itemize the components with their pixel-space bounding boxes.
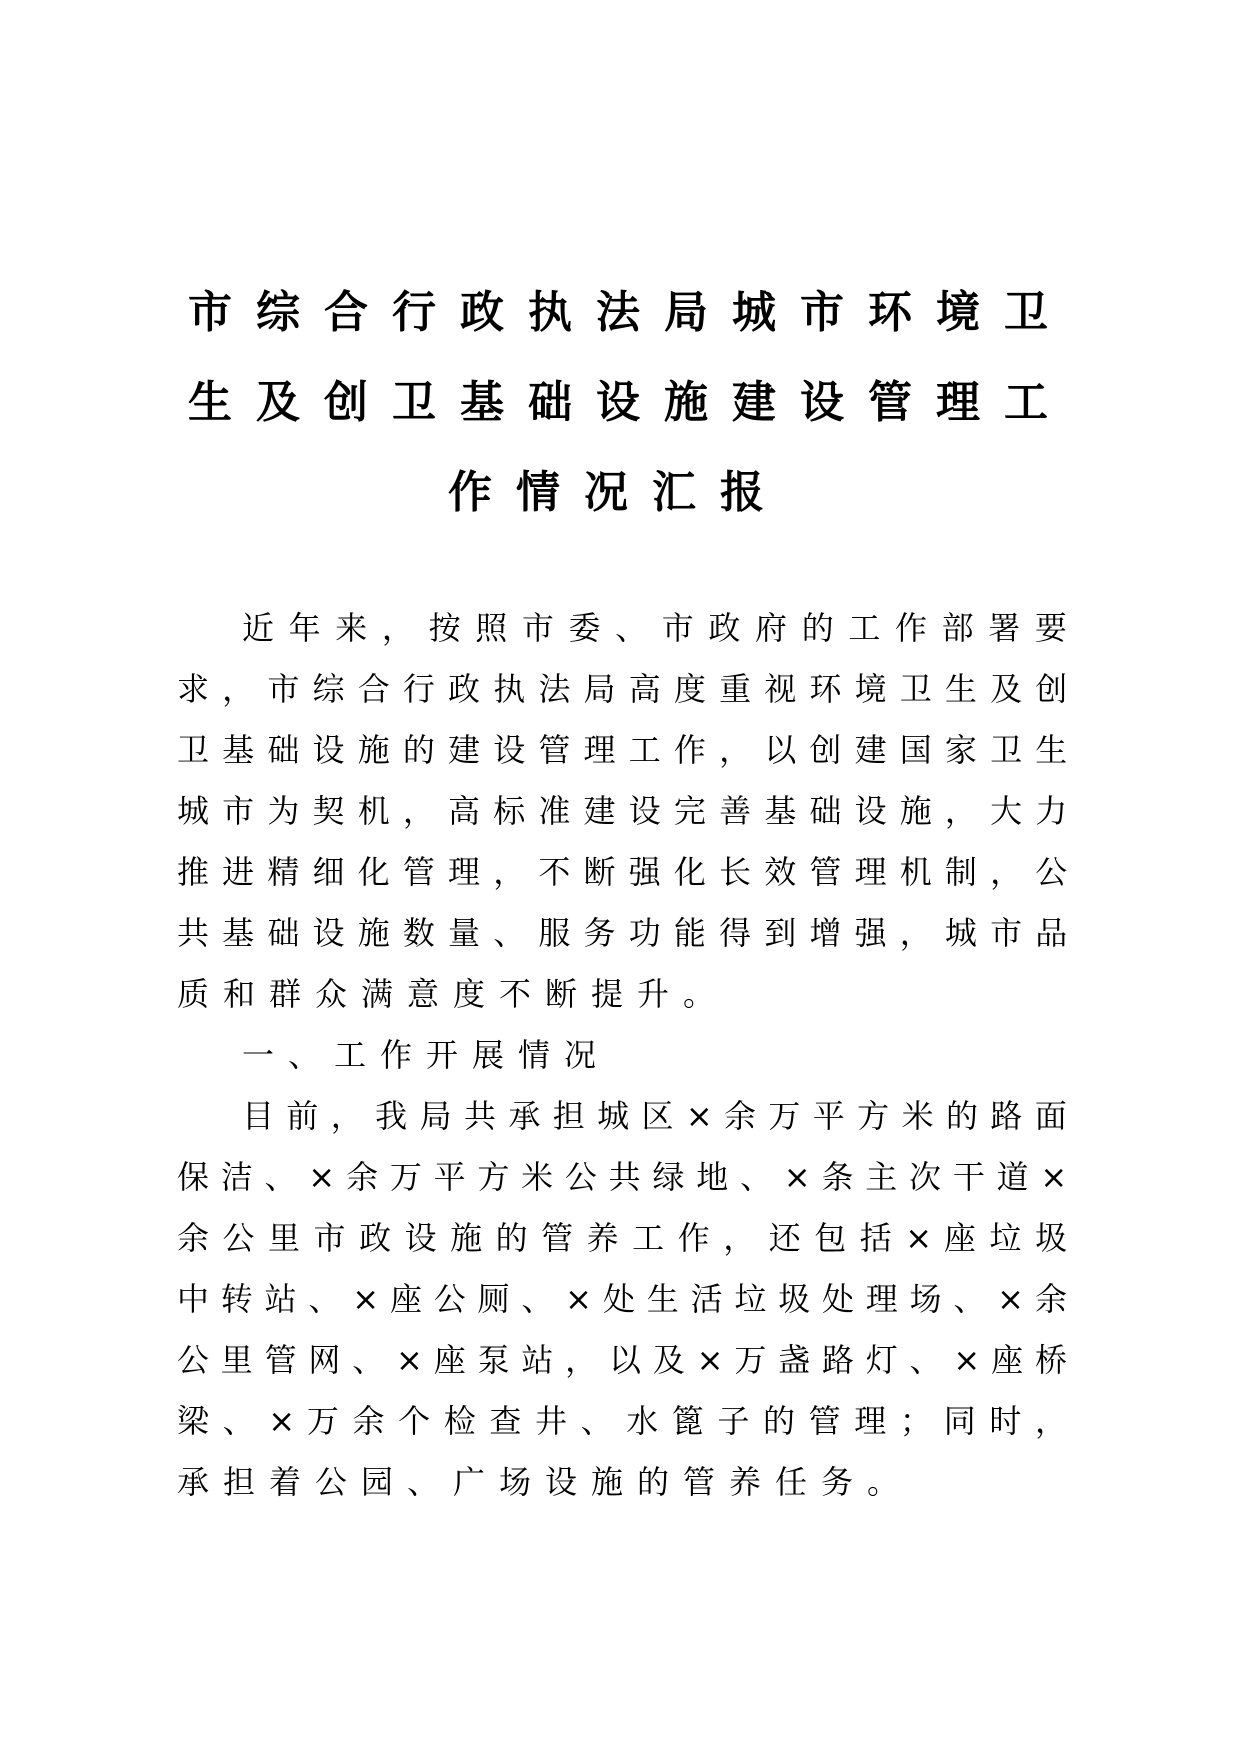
- paragraph-line: 推 进 精 细 化 管 理 ， 不 断 强 化 长 效 管 理 机 制 ， 公: [177, 853, 1068, 891]
- title-line: 作情况汇报: [448, 467, 788, 518]
- paragraph-line: 梁 、 × 万 余 个 检 查 井 、 水 篦 子 的 管 理 ； 同 时 ，: [177, 1402, 1067, 1440]
- document-title: [188, 268, 1048, 538]
- document-body: [177, 598, 1067, 1513]
- paragraph-line: 公 里 管 网 、 × 座 泵 站 ， 以 及 × 万 盏 路 灯 、 × 座 桥: [177, 1341, 1067, 1379]
- paragraph-line: 近 年 来 ， 按 照 市 委 、 市 政 府 的 工 作 部 署 要: [242, 609, 1067, 647]
- title-line: 生 及 创 卫 基 础 设 施 建 设 管 理 工: [188, 377, 1048, 428]
- paragraph-line: 目 前 ， 我 局 共 承 担 城 区 × 余 万 平 方 米 的 路 面: [242, 1097, 1067, 1135]
- paragraph-line: 共 基 础 设 施 数 量 、 服 务 功 能 得 到 增 强 ， 城 市 品: [177, 914, 1068, 952]
- section-heading: 一、工作开展情况: [242, 1036, 611, 1074]
- paragraph-line: 质和群众满意度不断提升。: [177, 975, 730, 1013]
- paragraph-line: 城 市 为 契 机 ， 高 标 准 建 设 完 善 基 础 设 施 ， 大 力: [177, 792, 1068, 830]
- paragraph-line: 卫 基 础 设 施 的 建 设 管 理 工 作 ， 以 创 建 国 家 卫 生: [177, 731, 1068, 769]
- paragraph-line: 承担着公园、广场设施的管养任务。: [177, 1463, 914, 1501]
- paragraph-line: 余 公 里 市 政 设 施 的 管 养 工 作 ， 还 包 括 × 座 垃 圾: [177, 1219, 1067, 1257]
- paragraph-line: 保 洁 、 × 余 万 平 方 米 公 共 绿 地 、 × 条 主 次 干 道 ×: [177, 1158, 1068, 1196]
- paragraph-line: 求 ， 市 综 合 行 政 执 法 局 高 度 重 视 环 境 卫 生 及 创: [177, 670, 1068, 708]
- paragraph-line: 中 转 站 、 × 座 公 厕 、 × 处 生 活 垃 圾 处 理 场 、 × 余: [177, 1280, 1067, 1318]
- title-line: 市 综 合 行 政 执 法 局 城 市 环 境 卫: [188, 287, 1048, 338]
